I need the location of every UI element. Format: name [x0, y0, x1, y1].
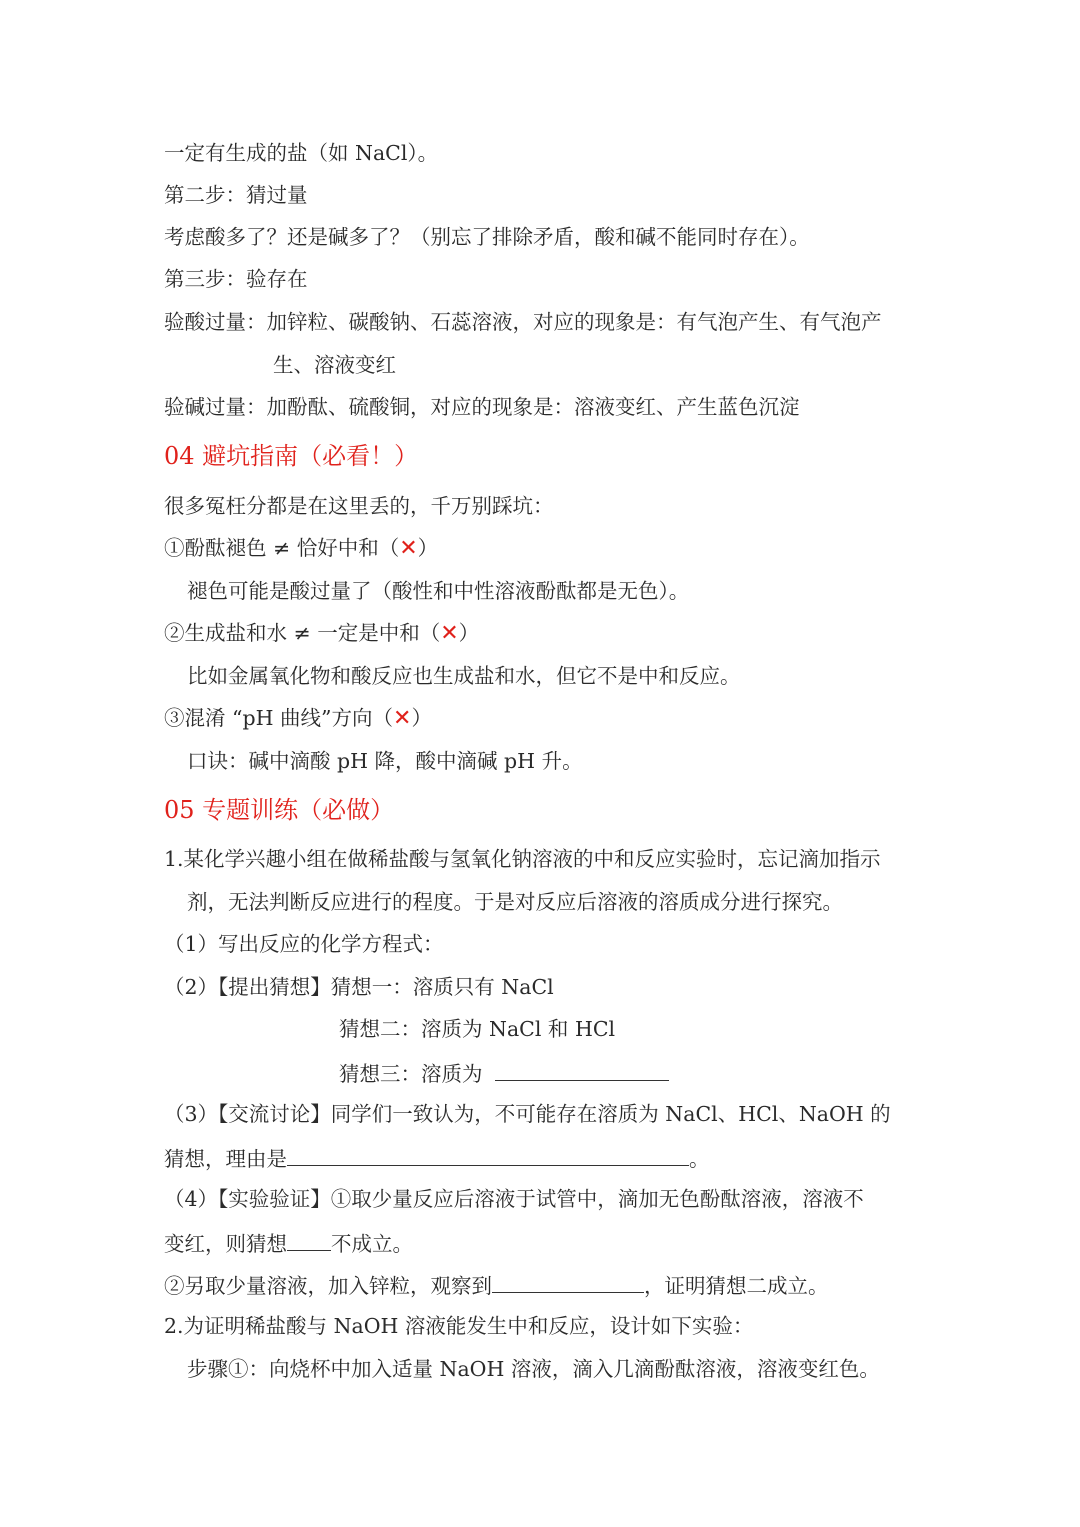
pitfall-note: 褪色可能是酸过量了（酸性和中性溶液酚酞都是无色）。 [187, 579, 690, 603]
pitfall-text: ①酚酞褪色 ≠ 恰好中和（ [164, 536, 400, 560]
wrong-mark-icon: ✕ [399, 536, 418, 561]
question-part: （4）【实验验证】①取少量反应后溶液于试管中，滴加无色酚酞溶液，溶液不 [164, 1187, 864, 1211]
pitfall-title [164, 704, 432, 733]
pitfall-note: 口诀：碱中滴酸 pH 降，酸中滴碱 pH 升。 [187, 749, 583, 773]
step3-title: 第三步：验存在 [164, 267, 308, 291]
text-line: 很多冤枉分都是在这里丢的，千万别踩坑： [164, 494, 554, 518]
text-line: 一定有生成的盐（如 NaCl）。 [164, 141, 439, 165]
pitfall-title [164, 534, 438, 563]
answer-blank[interactable] [287, 1143, 689, 1166]
text-line: 验碱过量：加酚酞、硫酸铜，对应的现象是：溶液变红、产生蓝色沉淀 [164, 395, 800, 419]
verify-text: 变红，则猜想 [164, 1232, 287, 1256]
question-part: （3）【交流讨论】同学们一致认为，不可能存在溶质为 NaCl、HCl、NaOH 的 [164, 1102, 891, 1126]
hypothesis-3 [339, 1058, 669, 1088]
reason-line [164, 1143, 710, 1173]
text-line: 验酸过量：加锌粒、碳酸钠、石蕊溶液，对应的现象是：有气泡产生、有气泡产 [164, 310, 882, 334]
hypothesis-2: 猜想二：溶质为 NaCl 和 HCl [339, 1017, 616, 1041]
hypothesis-3-text: 猜想三：溶质为 [339, 1062, 483, 1086]
section-heading-04: 04 避坑指南（必看！） [164, 442, 419, 470]
text-line: 生、溶液变红 [273, 353, 396, 377]
question-text: 1.某化学兴趣小组在做稀盐酸与氢氧化钠溶液的中和反应实验时，忘记滴加指示 [164, 847, 881, 871]
pitfall-text: ③混淆 “pH 曲线”方向（ [164, 706, 393, 730]
verify-line [164, 1270, 829, 1300]
question-text: 2.为证明稀盐酸与 NaOH 溶液能发生中和反应，设计如下实验： [164, 1314, 754, 1338]
pitfall-close: ） [411, 706, 432, 730]
verify-text: ，证明猜想二成立。 [644, 1274, 829, 1298]
verify-text: ②另取少量溶液，加入锌粒，观察到 [164, 1274, 492, 1298]
period: 。 [689, 1147, 710, 1171]
question-part: （2）【提出猜想】猜想一：溶质只有 NaCl [164, 975, 554, 999]
verify-line [164, 1228, 413, 1258]
pitfall-note: 比如金属氧化物和酸反应也生成盐和水，但它不是中和反应。 [187, 664, 741, 688]
section-heading-05: 05 专题训练（必做） [164, 796, 395, 824]
step2-title: 第二步：猜过量 [164, 183, 308, 207]
pitfall-title [164, 619, 479, 648]
answer-blank[interactable] [287, 1228, 331, 1251]
wrong-mark-icon: ✕ [393, 706, 412, 731]
answer-blank[interactable] [495, 1058, 669, 1081]
pitfall-close: ） [417, 536, 439, 560]
question-text: 剂，无法判断反应进行的程度。于是对反应后溶液的溶质成分进行探究。 [187, 890, 843, 914]
wrong-mark-icon: ✕ [440, 621, 459, 646]
text-line: 考虑酸多了？还是碱多了？（别忘了排除矛盾，酸和碱不能同时存在）。 [164, 225, 810, 249]
question-part: （1）写出反应的化学方程式： [164, 932, 444, 956]
verify-text: 不成立。 [331, 1232, 413, 1256]
question-step: 步骤①：向烧杯中加入适量 NaOH 溶液，滴入几滴酚酞溶液，溶液变红色。 [187, 1357, 880, 1381]
reason-label: 猜想，理由是 [164, 1147, 287, 1171]
pitfall-text: ②生成盐和水 ≠ 一定是中和（ [164, 621, 441, 645]
answer-blank[interactable] [492, 1270, 644, 1293]
pitfall-close: ） [458, 621, 480, 645]
